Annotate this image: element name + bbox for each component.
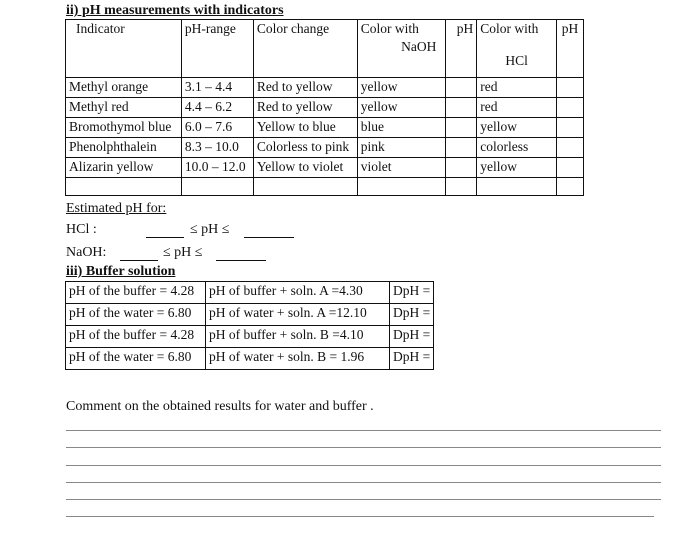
table-row <box>66 78 584 98</box>
estimated-ph-heading: Estimated pH for: <box>66 201 167 216</box>
table-row <box>66 158 584 178</box>
cell-range: 8.3 – 10.0 <box>181 138 253 158</box>
cell-empty[interactable] <box>357 178 446 196</box>
cell-range: 3.1 – 4.4 <box>181 78 253 98</box>
cell-empty[interactable] <box>446 178 477 196</box>
header-ph-naoh: pH <box>446 20 477 78</box>
answer-line[interactable] <box>66 482 661 483</box>
hcl-upper-blank[interactable] <box>244 225 294 238</box>
buffer-cell-dph[interactable]: DpH = <box>390 304 434 326</box>
cell-change: Yellow to blue <box>253 118 357 138</box>
cell-change: Colorless to pink <box>253 138 357 158</box>
indicator-table-header <box>66 20 584 78</box>
cell-empty[interactable] <box>557 178 584 196</box>
buffer-table <box>65 281 434 370</box>
cell-naoh: blue <box>357 118 446 138</box>
estimated-hcl-row <box>66 222 306 240</box>
table-row <box>66 348 434 370</box>
header-ph-range: pH-range <box>181 20 253 78</box>
naoh-relation: ≤ pH ≤ <box>163 245 203 260</box>
cell-indicator: Phenolphthalein <box>66 138 182 158</box>
answer-line[interactable] <box>66 465 661 466</box>
cell-ph-naoh[interactable] <box>446 118 477 138</box>
cell-hcl: red <box>477 98 557 118</box>
indicator-table <box>65 19 584 196</box>
cell-hcl: yellow <box>477 118 557 138</box>
answer-line[interactable] <box>66 447 661 448</box>
table-row <box>66 98 584 118</box>
cell-range: 4.4 – 6.2 <box>181 98 253 118</box>
estimated-naoh-label: NaOH: <box>66 245 107 260</box>
section-ii-heading: ii) pH measurements with indicators <box>66 3 284 18</box>
table-row-empty <box>66 178 584 196</box>
cell-indicator: Methyl red <box>66 98 182 118</box>
buffer-cell-mixed: pH of water + soln. B = 1.96 <box>206 348 390 370</box>
header-color-hcl <box>477 20 557 78</box>
cell-empty[interactable] <box>66 178 182 196</box>
table-row <box>66 118 584 138</box>
cell-naoh: violet <box>357 158 446 178</box>
header-color-change: Color change <box>253 20 357 78</box>
cell-ph-naoh[interactable] <box>446 158 477 178</box>
buffer-cell-mixed: pH of water + soln. A =12.10 <box>206 304 390 326</box>
cell-hcl: red <box>477 78 557 98</box>
header-color-hcl-line2: HCl <box>505 53 528 68</box>
estimated-naoh-row <box>66 245 306 263</box>
cell-indicator: Bromothymol blue <box>66 118 182 138</box>
buffer-cell-initial: pH of the buffer = 4.28 <box>66 282 206 304</box>
header-color-naoh-line1: Color with <box>360 21 419 36</box>
buffer-cell-initial: pH of the buffer = 4.28 <box>66 326 206 348</box>
header-color-naoh-line2: NaOH <box>401 39 437 54</box>
cell-change: Yellow to violet <box>253 158 357 178</box>
cell-ph-hcl[interactable] <box>557 98 584 118</box>
comment-prompt: Comment on the obtained results for water and buffer . <box>66 399 374 414</box>
cell-range: 10.0 – 12.0 <box>181 158 253 178</box>
cell-naoh: yellow <box>357 98 446 118</box>
section-iii-heading: iii) Buffer solution <box>66 264 176 279</box>
estimated-hcl-label: HCl : <box>66 222 97 237</box>
header-color-hcl-line1: Color with <box>480 21 539 36</box>
buffer-cell-initial: pH of the water = 6.80 <box>66 304 206 326</box>
buffer-cell-dph[interactable]: DpH = <box>390 326 434 348</box>
answer-line[interactable] <box>66 516 654 517</box>
header-ph-hcl: pH <box>557 20 584 78</box>
table-row <box>66 282 434 304</box>
hcl-lower-blank[interactable] <box>146 225 184 238</box>
cell-ph-naoh[interactable] <box>446 98 477 118</box>
buffer-cell-dph[interactable]: DpH = <box>390 348 434 370</box>
cell-empty[interactable] <box>253 178 357 196</box>
answer-line[interactable] <box>66 499 661 500</box>
hcl-relation: ≤ pH ≤ <box>190 222 230 237</box>
cell-change: Red to yellow <box>253 78 357 98</box>
buffer-cell-initial: pH of the water = 6.80 <box>66 348 206 370</box>
cell-naoh: pink <box>357 138 446 158</box>
header-color-naoh <box>357 20 446 78</box>
table-row <box>66 138 584 158</box>
cell-hcl: yellow <box>477 158 557 178</box>
cell-range: 6.0 – 7.6 <box>181 118 253 138</box>
cell-ph-hcl[interactable] <box>557 138 584 158</box>
header-indicator: Indicator <box>66 20 182 78</box>
naoh-upper-blank[interactable] <box>216 248 266 261</box>
cell-ph-hcl[interactable] <box>557 78 584 98</box>
table-row <box>66 326 434 348</box>
cell-ph-naoh[interactable] <box>446 138 477 158</box>
cell-naoh: yellow <box>357 78 446 98</box>
cell-empty[interactable] <box>181 178 253 196</box>
buffer-cell-mixed: pH of buffer + soln. B =4.10 <box>206 326 390 348</box>
cell-ph-hcl[interactable] <box>557 118 584 138</box>
cell-ph-naoh[interactable] <box>446 78 477 98</box>
naoh-lower-blank[interactable] <box>120 248 158 261</box>
cell-ph-hcl[interactable] <box>557 158 584 178</box>
cell-indicator: Alizarin yellow <box>66 158 182 178</box>
cell-indicator: Methyl orange <box>66 78 182 98</box>
buffer-cell-dph[interactable]: DpH = <box>390 282 434 304</box>
cell-change: Red to yellow <box>253 98 357 118</box>
answer-line[interactable] <box>66 430 661 431</box>
cell-hcl: colorless <box>477 138 557 158</box>
buffer-cell-mixed: pH of buffer + soln. A =4.30 <box>206 282 390 304</box>
table-row <box>66 304 434 326</box>
cell-empty[interactable] <box>477 178 557 196</box>
